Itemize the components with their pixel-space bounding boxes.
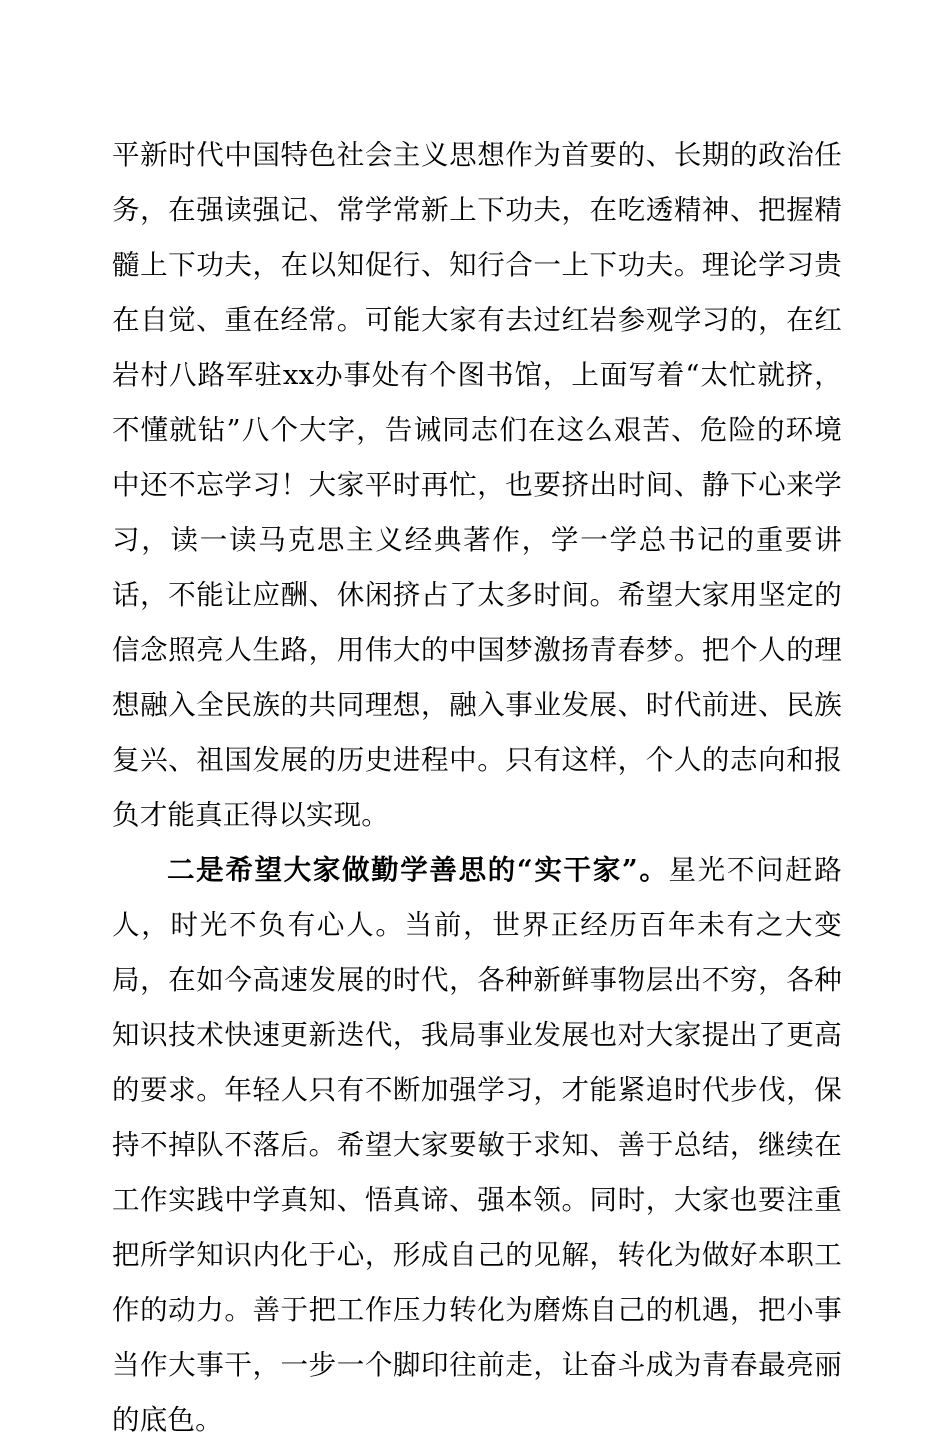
document-body	[112, 128, 842, 1448]
paragraph	[112, 128, 842, 843]
paragraph-text: 星光不问赶路人，时光不负有心人。当前，世界正经历百年未有之大变局，在如今高速发展的时代，各种新鲜事物层出不穷，各种知识技术快速更新迭代，我局事业发展也对大家提出了更高的要求。年轻人只有不断加强学习，才能紧追时代步伐，保持不掉队不落后。希望大家要敏于求知、善于总结，继续在工作实践中学真知、悟真谛、强本领。同时，大家也要注重把所学知识内化于心，形成自己的见解，转化为做好本职工作的动力。善于把工作压力转化为磨炼自己的机遇，把小事当作大事干，一步一个脚印往前走，让奋斗成为青春最亮丽的底色。	[112, 854, 843, 1436]
paragraph-text: 平新时代中国特色社会主义思想作为首要的、长期的政治任务，在强读强记、常学常新上下功夫，在吃透精神、把握精髓上下功夫，在以知促行、知行合一上下功夫。理论学习贵在自觉、重在经常。可能大家有去过红岩参观学习的，在红岩村八路军驻xx办事处有个图书馆，上面写着“太忙就挤，不懂就钻”八个大字，告诫同志们在这么艰苦、危险的环境中还不忘学习！大家平时再忙，也要挤出时间、静下心来学习，读一读马克思主义经典著作，学一学总书记的重要讲话，不能让应酬、休闲挤占了太多时间。希望大家用坚定的信念照亮人生路，用伟大的中国梦激扬青春梦。把个人的理想融入全民族的共同理想，融入事业发展、时代前进、民族复兴、祖国发展的历史进程中。只有这样，个人的志向和报负才能真正得以实现。	[112, 139, 842, 831]
paragraph	[112, 843, 842, 1448]
paragraph-heading-run: 二是希望大家做勤学善思的“实干家”。	[167, 854, 669, 886]
